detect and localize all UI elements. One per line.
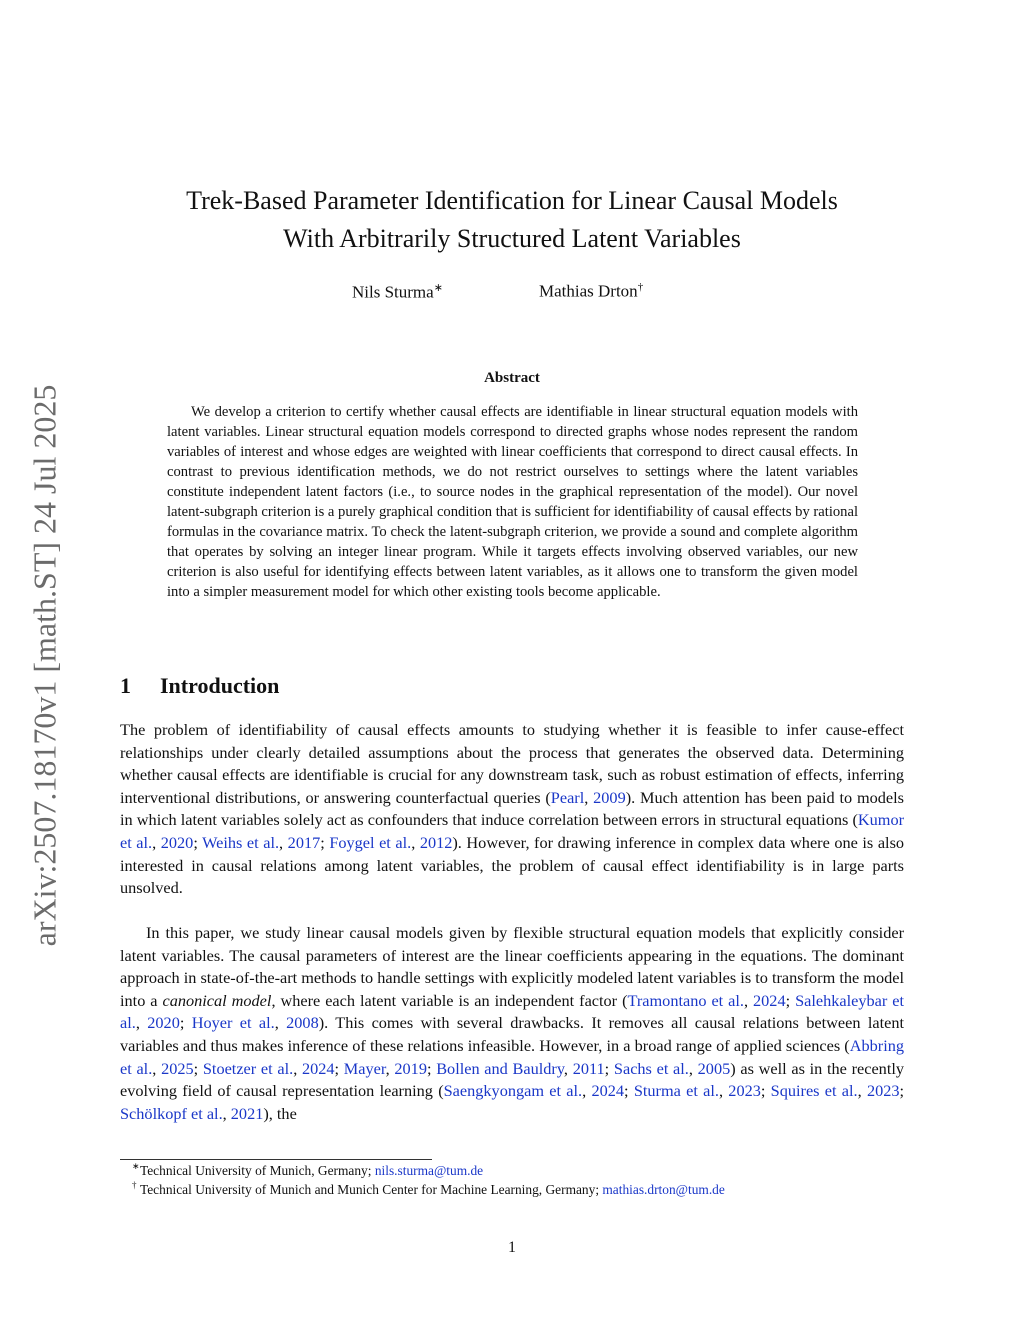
citation-separator: ; [785,990,796,1010]
footnote-1-email-link[interactable]: nils.sturma@tum.de [374,1163,484,1178]
section-title: Introduction [160,673,280,698]
citation-link[interactable]: 2024 [753,990,786,1010]
citation-link[interactable]: Hoyer et al. [191,1013,275,1033]
citation-link[interactable]: 2023 [728,1081,761,1101]
paragraph-text: The problem of identifiability of causal effects amounts to studying whether it is feasible to infer cause-effect relationships under clearly detailed assumptions about the process that generates the observed data. Determining whether causal effects are identifiable is crucial for any downstream task, such as robust estimation of effects, inferring interventional distributions, or answering counterfactual queries ( [120,720,904,807]
citation-separator: , [152,1058,162,1078]
arxiv-identifier-text: arXiv:2507.18170v1 [math.ST] 24 Jul 2025 [26,384,63,946]
abstract-heading: Abstract [484,370,540,386]
citation-separator: , [279,832,288,852]
footnote-2-email-link[interactable]: mathias.drton@tum.de [602,1182,725,1197]
citation-link[interactable]: 2021 [230,1103,264,1123]
footnote-2-text: Technical University of Munich and Munich Center for Machine Learning, Germany; [140,1182,603,1197]
citation-link[interactable]: 2024 [301,1058,335,1078]
citation-link[interactable]: 2020 [147,1013,180,1033]
paper-title-line-2: With Arbitrarily Structured Latent Variables [283,224,741,253]
paragraph-text: In this paper, we study linear causal models given by flexible structural equation models that explicitly consider latent variables. The causal parameters of interest are the linear coefficients appearing in the equations. The dominant approach in state-of-the-art methods to handle settings with explicitly modeled latent variables is to transform the model into a [120,923,904,1010]
citation-link[interactable]: Pearl [550,787,585,807]
footnote-2-mark: † [132,1180,137,1190]
author-2-name: Mathias Drton [539,281,638,301]
citation-separator: ; [179,1013,192,1033]
section-number: 1 [120,673,131,698]
citation-link[interactable]: Saengkyongam et al. [443,1081,583,1101]
citation-link[interactable]: 2009 [593,787,626,807]
citation-link[interactable]: Abbring et al. [120,1035,904,1078]
citation-separator: , [743,990,754,1010]
footnote-divider [120,1159,432,1160]
citation-separator: , [135,1013,148,1033]
citation-separator: ; [604,1058,614,1078]
citation-link[interactable]: Sachs et al. [613,1058,689,1078]
paragraph-text: ), the [263,1103,297,1123]
citation-separator: , [152,832,161,852]
citation-separator: , [582,1081,592,1101]
paragraph-text: ). This comes with several drawbacks. It removes all causal relations between latent variables and thus makes inference of these relations infeasible. However, in a broad range of applied sciences ( [120,1013,905,1055]
author-2 [539,281,643,302]
footnote-1-mark: ∗ [132,1161,140,1171]
author-1-footnote-mark: ∗ [433,282,443,294]
citation-link[interactable]: 2012 [419,832,453,852]
paragraph-text: ). Much attention has been paid to models in which latent variables solely act as confounders that induce correlation between errors in structural equations ( [120,787,904,830]
citation-separator: , [222,1103,231,1123]
author-1 [352,281,443,303]
citation-separator: , [274,1013,287,1033]
citation-separator: , [718,1081,729,1101]
footnote-2 [132,1180,725,1198]
author-1-name: Nils Sturma [352,282,434,302]
page-number: 1 [508,1239,516,1256]
emphasized-term: canonical model [162,990,272,1010]
citation-link[interactable]: Sturma et al. [633,1081,719,1101]
abstract-text: We develop a criterion to certify whether causal effects are identifiable in linear structural equation models with latent variables. Linear structural equation models correspond to directed graphs whose nodes represent the random variables of interest and whose edges are weighted with linear coefficients that correspond to direct causal effects. In contrast to previous identification methods, we do not restrict ourselves to settings where the latent variables constitute independent latent factors (i.e., to source nodes in the graphical representation of the model). Our novel latent-subgraph criterion is a purely graphical condition that is sufficient for identifiability of causal effects by rational formulas in the covariance matrix. To check the latent-subgraph criterion, we provide a sound and complete algorithm that operates by solving an integer linear program. While it targets effects involving observed variables, our new criterion is also useful for identifying effects between latent variables, as it allows one to transform the given model into a simpler measurement model for which other existing tools become applicable. [167,404,858,600]
paragraph-text: ). However, for drawing inference in complex data where one is also interested in causal relations among latent variables, the problem of causal effect identifiability is in large parts unsolved. [120,832,905,898]
citation-link[interactable]: 2017 [287,832,321,852]
arxiv-identifier-stamp [24,355,66,975]
citation-link[interactable]: Squires et al. [770,1081,858,1101]
paper-title [120,182,904,258]
section-heading-introduction [120,673,279,699]
citation-link[interactable]: Schölkopf et al. [120,1103,223,1123]
citation-link[interactable]: 2011 [572,1058,605,1078]
citation-separator: ; [320,832,330,852]
intro-paragraph-1 [120,719,904,900]
paper-title-line-1: Trek-Based Parameter Identification for Linear Causal Models [186,186,838,215]
citation-link[interactable]: Weihs et al. [202,832,280,852]
citation-separator: , [385,1058,395,1078]
footnote-1-text: Technical University of Munich, Germany; [140,1163,375,1178]
paragraph-text: , where each latent variable is an independent factor ( [271,990,628,1010]
citation-link[interactable]: 2025 [161,1058,194,1078]
author-2-footnote-mark: † [637,281,644,293]
citation-separator: , [293,1058,302,1078]
citation-link[interactable]: Kumor et al. [120,810,904,852]
citation-separator: , [411,832,420,852]
citation-link[interactable]: 2019 [394,1058,427,1078]
footnote-1 [132,1161,484,1179]
citation-separator: ; [426,1058,437,1078]
citation-separator: , [584,787,594,807]
citation-link[interactable]: 2008 [286,1013,319,1033]
intro-paragraph-2 [120,922,904,1125]
citation-separator: , [688,1058,698,1078]
citation-link[interactable]: 2024 [591,1081,625,1101]
citation-link[interactable]: Stoetzer et al. [202,1058,294,1078]
citation-separator: ; [193,832,203,852]
citation-link[interactable]: 2005 [697,1058,731,1078]
citation-separator: ; [624,1081,634,1101]
citation-separator: , [857,1081,867,1101]
citation-link[interactable]: Bollen and Bauldry [436,1058,564,1078]
citation-separator: ; [899,1081,905,1101]
paragraph-text: ) as well as in the recently evolving field of causal representation learning ( [120,1058,905,1101]
citation-link[interactable]: Foygel et al. [329,832,412,852]
citation-separator: , [563,1058,573,1078]
citation-separator: ; [334,1058,344,1078]
citation-separator: ; [760,1081,771,1101]
citation-link[interactable]: Mayer [343,1058,386,1078]
citation-link[interactable]: Salehkaleybar et al. [120,990,904,1033]
citation-link[interactable]: 2020 [160,832,194,852]
citation-separator: ; [193,1058,203,1078]
citation-link[interactable]: Tramontano et al. [627,990,744,1010]
citation-link[interactable]: 2023 [866,1081,900,1101]
